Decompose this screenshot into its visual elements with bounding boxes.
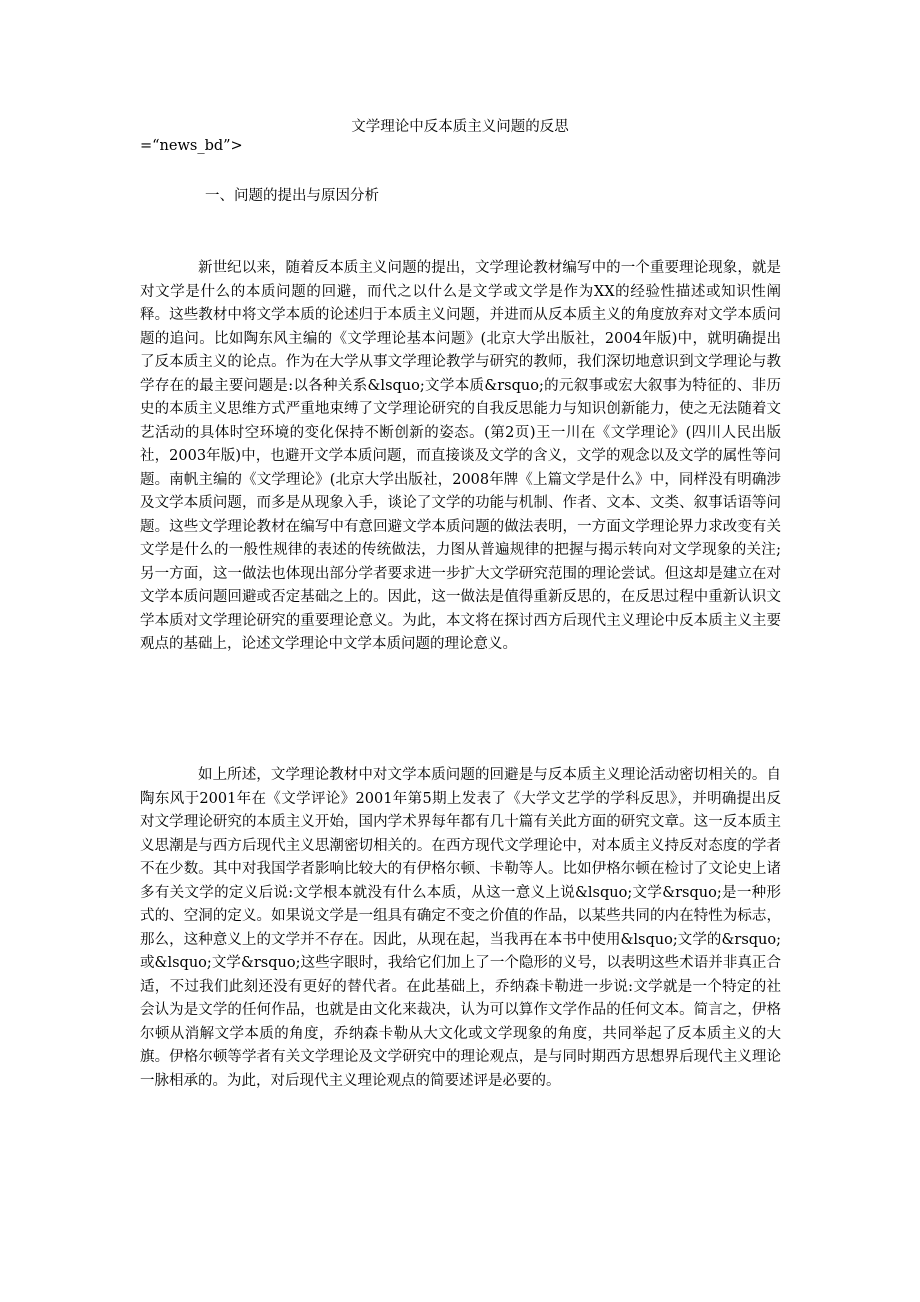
section-heading: 一、问题的提出与原因分析 <box>205 188 379 204</box>
body-paragraph: 如上所述，文学理论教材中对文学本质问题的回避是与反本质主义理论活动密切相关的。自陶东风于2001年在《文学评论》2001年第5期上发表了《大学文艺学的学科反思》，并明确提出反对文学理论研究的本质主义开始，国内学术界每年都有几十篇有关此方面的研究文章。这一反本质主义思潮是与西方后现代主义思潮密切相关的。在西方现代文学理论中，对本质主义持反对态度的学者不在少数。其中对我国学者影响比较大的有伊格尔顿、卡勒等人。比如伊格尔顿在检讨了文论史上诸多有关文学的定义后说:文学根本就没有什么本质，从这一意义上说&lsquo;文学&rsquo;是一种形式的、空洞的定义。如果说文学是一组具有确定不变之价值的作品，以某些共同的内在特性为标志，那么，这种意义上的文学并不存在。因此，从现在起，当我再在本书中使用&lsquo;文学的&rsquo;或&lsquo;文学&rsquo;这些字眼时，我给它们加上了一个隐形的义号，以表明这些术语并非真正合适，不过我们此刻还没有更好的替代者。在此基础上，乔纳森卡勒进一步说:文学就是一个特定的社会认为是文学的任何作品，也就是由文化来裁决，认为可以算作文学作品的任何文本。简言之，伊格尔顿从消解文学本质的角度，乔纳森卡勒从大文化或文学现象的角度，共同举起了反本质主义的大旗。伊格尔顿等学者有关文学理论及文学研究中的理论观点，是与同时期西方思想界后现代主义理论一脉相承的。为此，对后现代主义理论观点的简要述评是必要的。 <box>140 767 781 1089</box>
document-title: 文学理论中反本质主义问题的反思 <box>351 119 569 135</box>
markup-artifact-text: =“news_bd”> <box>140 138 243 154</box>
body-paragraph: 新世纪以来，随着反本质主义问题的提出，文学理论教材编写中的一个重要理论现象，就是对文学是什么的本质问题的回避，而代之以什么是文学或文学是作为XX的经验性描述或知识性阐释。这些教材中将文学本质的论述归于本质主义问题，并进而从反本质主义的角度放弃对文学本质问题的追问。比如陶东风主编的《文学理论基本问题》(北京大学出版社，2004年版)中，就明确提出了反本质主义的论点。作为在大学从事文学理论教学与研究的教师，我们深切地意识到文学理论与教学存在的最主要问题是:以各种关系&lsquo;文学本质&rsquo;的元叙事或宏大叙事为特征的、非历史的本质主义思维方式严重地束缚了文学理论研究的自我反思能力与知识创新能力，使之无法随着文艺活动的具体时空环境的变化保持不断创新的姿态。(第2页)王一川在《文学理论》(四川人民出版社，2003年版)中，也避开文学本质问题，而直接谈及文学的含义，文学的观念以及文学的属性等问题。南帆主编的《文学理论》(北京大学出版社，2008年牌《上篇文学是什么》中，同样没有明确涉及文学本质问题，而多是从现象入手，谈论了文学的功能与机制、作者、文本、文类、叙事话语等问题。这些文学理论教材在编写中有意回避文学本质问题的做法表明，一方面文学理论界力求改变有关文学是什么的一般性规律的表述的传统做法，力图从普遍规律的把握与揭示转向对文学现象的关注;另一方面，这一做法也体现出部分学者要求进一步扩大文学研究范围的理论尝试。但这却是建立在对文学本质问题回避或否定基础之上的。因此，这一做法是值得重新反思的，在反思过程中重新认识文学本质对文学理论研究的重要理论意义。为此，本文将在探讨西方后现代主义理论中反本质主义主要观点的基础上，论述文学理论中文学本质问题的理论意义。 <box>140 260 781 652</box>
